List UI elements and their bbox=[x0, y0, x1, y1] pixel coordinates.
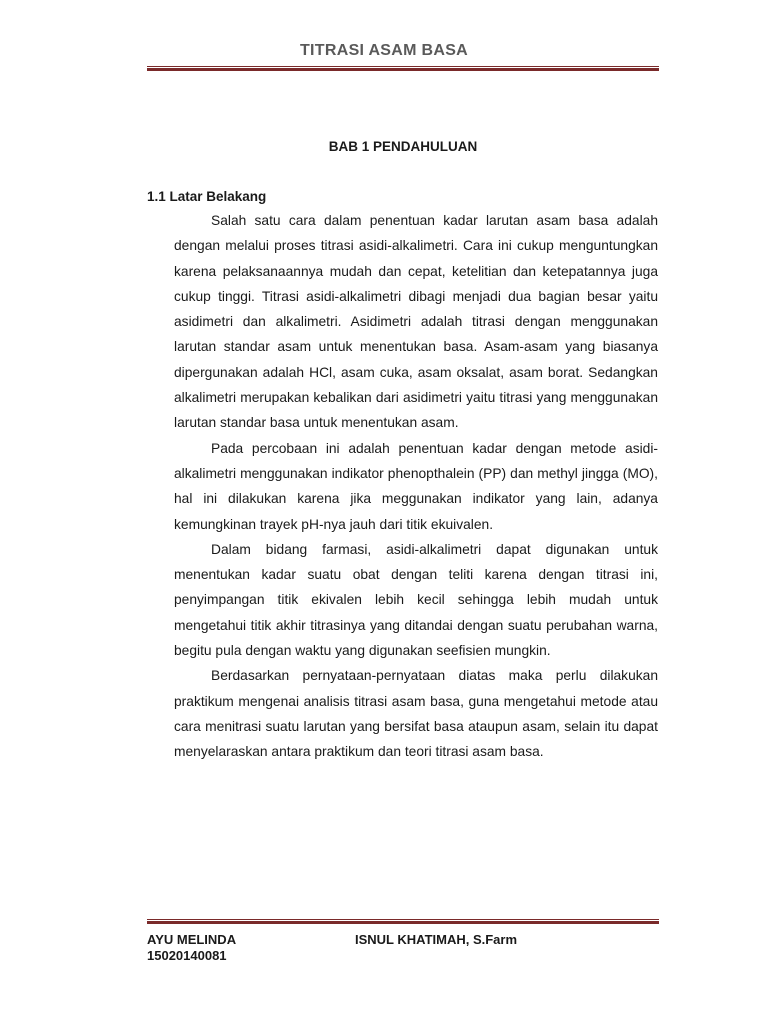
header-rule-thin-line bbox=[147, 66, 659, 67]
footer-rule bbox=[147, 919, 659, 924]
chapter-title: BAB 1 PENDAHULUAN bbox=[328, 139, 478, 154]
header-rule bbox=[147, 66, 659, 71]
footer-rule-thick-line bbox=[147, 921, 659, 924]
paragraph-2: Pada percobaan ini adalah penentuan kadar dengan metode asidi-alkalimetri menggunakan indikator phenopthalein (PP) dan methyl jingga (MO), hal ini dilakukan karena jika meggunakan indikator yang lain, adanya kemungkinan trayek pH-nya jauh dari titik ekuivalen. bbox=[174, 440, 658, 532]
footer-rule-thin-line bbox=[147, 919, 659, 920]
author-id: 15020140081 bbox=[147, 948, 227, 963]
paragraph-3: Dalam bidang farmasi, asidi-alkalimetri dapat digunakan untuk menentukan kadar suatu obat dengan teliti karena dengan titrasi ini, penyimpangan titik ekivalen lebih kecil sehingga lebih mudah untuk mengetahui titik akhir titrasinya yang ditandai dengan suatu perubahan warna, begitu pula dengan waktu yang digunakan seefisien mungkin. bbox=[174, 541, 658, 659]
paragraph-1: Salah satu cara dalam penentuan kadar larutan asam basa adalah dengan melalui proses titrasi asidi-alkalimetri. Cara ini cukup menguntungkan karena pelaksanaannya mudah dan cepat, ketelitian dan ketepatannya juga cukup tinggi. Titrasi asidi-alkalimetri dibagi menjadi dua bagian besar yaitu asidimetri dan alkalimetri. Asidimetri adalah titrasi dengan menggunakan larutan standar asam untuk menentukan basa. Asam-asam yang biasanya dipergunakan adalah HCl, asam cuka, asam oksalat, asam borat. Sedangkan alkalimetri merupakan kebalikan dari asidimetri yaitu titrasi yang menggunakan larutan standar basa untuk menentukan asam. bbox=[174, 213, 658, 431]
section-title: 1.1 Latar Belakang bbox=[147, 189, 267, 204]
footer-author-block bbox=[147, 932, 236, 964]
author-name: AYU MELINDA bbox=[147, 932, 237, 947]
paragraph-4: Berdasarkan pernyataan-pernyataan diatas maka perlu dilakukan praktikum mengenai analisis titrasi asam basa, guna mengetahui metode atau cara menitrasi suatu larutan yang bersifat basa ataupun asam, selain itu dapat menyelaraskan antara praktikum dan teori titrasi asam basa. bbox=[174, 668, 658, 760]
page-header-title: TITRASI ASAM BASA bbox=[299, 42, 469, 59]
footer-supervisor: ISNUL KHATIMAH, S.Farm bbox=[355, 932, 518, 947]
body-text bbox=[174, 208, 658, 765]
header-rule-thick-line bbox=[147, 68, 659, 71]
